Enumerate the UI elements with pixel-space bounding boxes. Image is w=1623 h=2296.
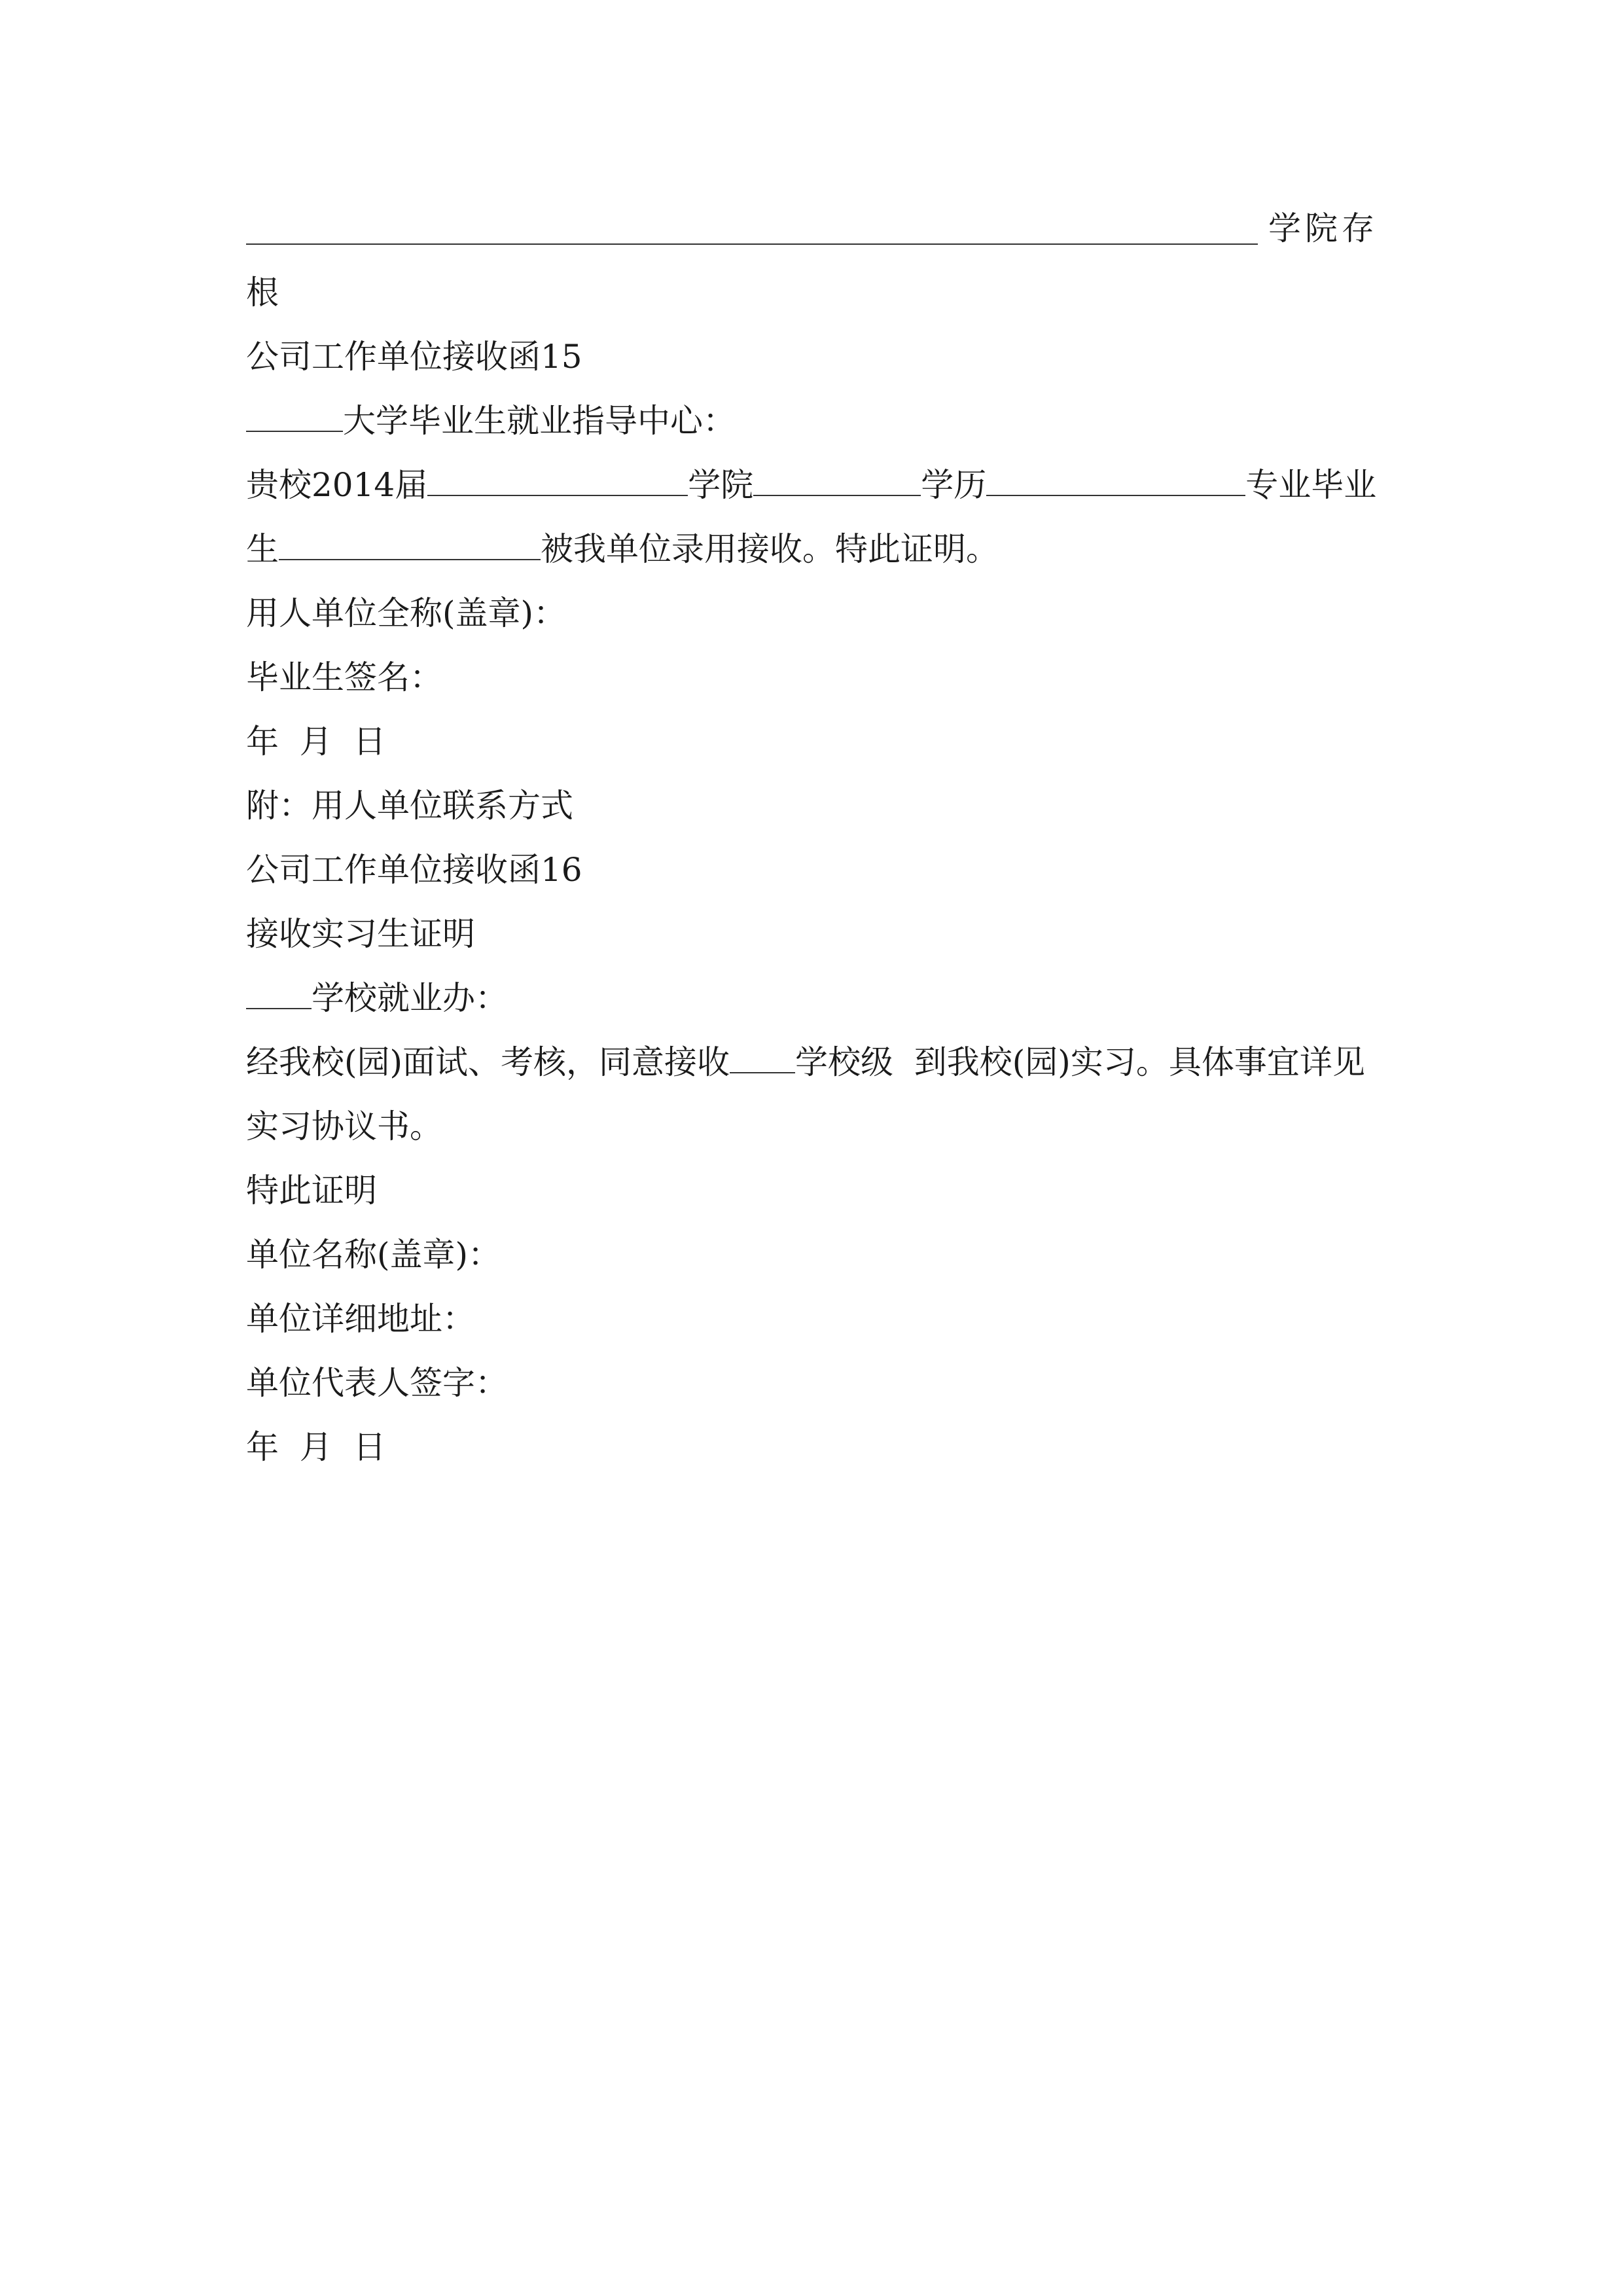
college-blank: [427, 464, 688, 497]
addressee-16: 学校就业办：: [246, 966, 1378, 1030]
school-blank: [246, 977, 312, 1010]
unit-address: 单位详细地址：: [246, 1300, 475, 1338]
body-16-line-2: 实习协议书。: [246, 1107, 442, 1145]
unit-rep-signature: 单位代表人签字：: [246, 1364, 508, 1402]
body-15-line-1: 贵校2014届 学院 学历 专业毕业: [246, 453, 1378, 517]
university-blank: [246, 400, 343, 433]
student-name-blank: [279, 528, 541, 561]
appendix-line: 附：用人单位联系方式: [246, 787, 573, 825]
header-line: [246, 196, 1378, 260]
addressee-15: 大学毕业生就业指导中心：: [246, 389, 1378, 453]
employer-full-name: 用人单位全称(盖章)：: [246, 594, 567, 632]
document-page: [246, 196, 1378, 1479]
unit-name: 单位名称(盖章)：: [246, 1236, 501, 1274]
degree-blank: [753, 464, 921, 497]
major-blank: [986, 464, 1245, 497]
body-15-line-2: 生 被我单位录用接收。特此证明。: [246, 517, 1378, 581]
subtitle-16: 接收实习生证明: [246, 915, 475, 953]
intern-school-blank: [730, 1041, 795, 1074]
header-wrap-text: 根: [246, 274, 279, 312]
graduate-signature: 毕业生签名：: [246, 658, 442, 696]
header-blank-rule: [246, 243, 1258, 245]
date-15: 年 月 日: [246, 723, 386, 761]
header-wrap-line: [246, 260, 1378, 325]
title-15: 公司工作单位接收函15: [246, 338, 582, 376]
certify-line: 特此证明: [246, 1172, 377, 1210]
body-16-line-1: 经我校(园)面试、考核，同意接收 学校级 到我校(园)实习。具体事宜详见: [246, 1030, 1378, 1094]
header-tail-text: 学院存: [1268, 209, 1378, 247]
date-16: 年 月 日: [246, 1428, 386, 1466]
title-16: 公司工作单位接收函16: [246, 851, 582, 889]
